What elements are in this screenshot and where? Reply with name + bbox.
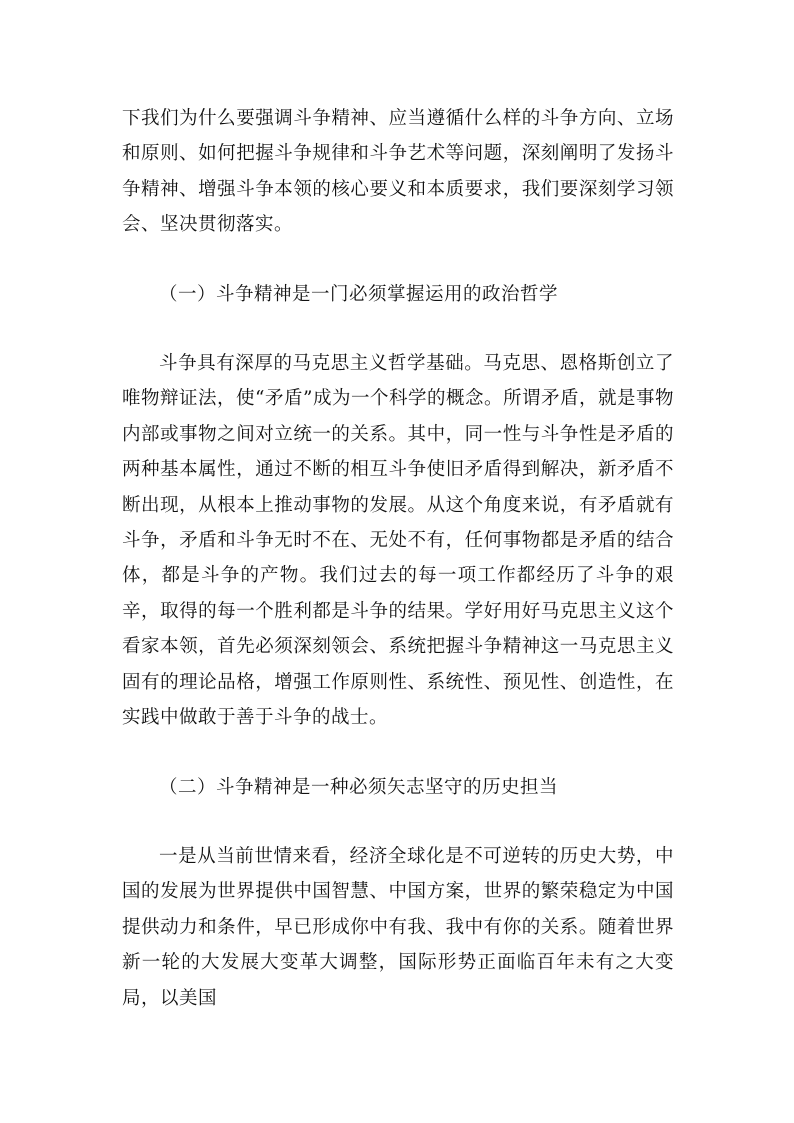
paragraph-spacer — [122, 312, 674, 346]
section-heading-1: （一）斗争精神是一门必须掌握运用的政治哲学 — [159, 283, 559, 305]
paragraph-continuation: 下我们为什么要强调斗争精神、应当遵循什么样的斗争方向、立场和原则、如何把握斗争规律和斗争艺术等问题，深刻阐明了发扬斗争精神、增强斗争本领的核心要义和本质要求，我们要深刻学习领会、坚决贯彻落实。 — [122, 108, 674, 236]
paragraph-spacer — [122, 243, 674, 277]
paragraph-philosophy: 斗争具有深厚的马克思主义哲学基础。马克思、恩格斯创立了唯物辩证法，使“矛盾”成为一个科学的概念。所谓矛盾，就是事物内部或事物之间对立统一的关系。其中，同一性与斗争性是矛盾的两种基本属性，通过不断的相互斗争使旧矛盾得到解决，新矛盾不断出现，从根本上推动事物的发展。从这个角度来说，有矛盾就有斗争，矛盾和斗争无时不在、无处不有，任何事物都是矛盾的结合体，都是斗争的产物。我们过去的每一项工作都经历了斗争的艰辛，取得的每一个胜利都是斗争的结果。学好用好马克思主义这个看家本领，首先必须深刻领会、系统把握斗争精神这一马克思主义固有的理论品格，增强工作原则性、系统性、预见性、创造性，在实践中做敢于善于斗争的战士。 — [122, 353, 674, 729]
paragraph-spacer — [122, 805, 674, 839]
document-body — [122, 101, 674, 1016]
paragraph-world-situation: 一是从当前世情来看，经济全球化是不可逆转的历史大势，中国的发展为世界提供中国智慧、中国方案，世界的繁荣稳定为中国提供动力和条件，早已形成你中有我、我中有你的关系。随着世界新一轮的大发展大变革大调整，国际形势正面临百年未有之大变局，以美国 — [122, 845, 674, 1009]
section-heading-2: （二）斗争精神是一种必须矢志坚守的历史担当 — [159, 776, 559, 798]
paragraph-spacer — [122, 736, 674, 770]
